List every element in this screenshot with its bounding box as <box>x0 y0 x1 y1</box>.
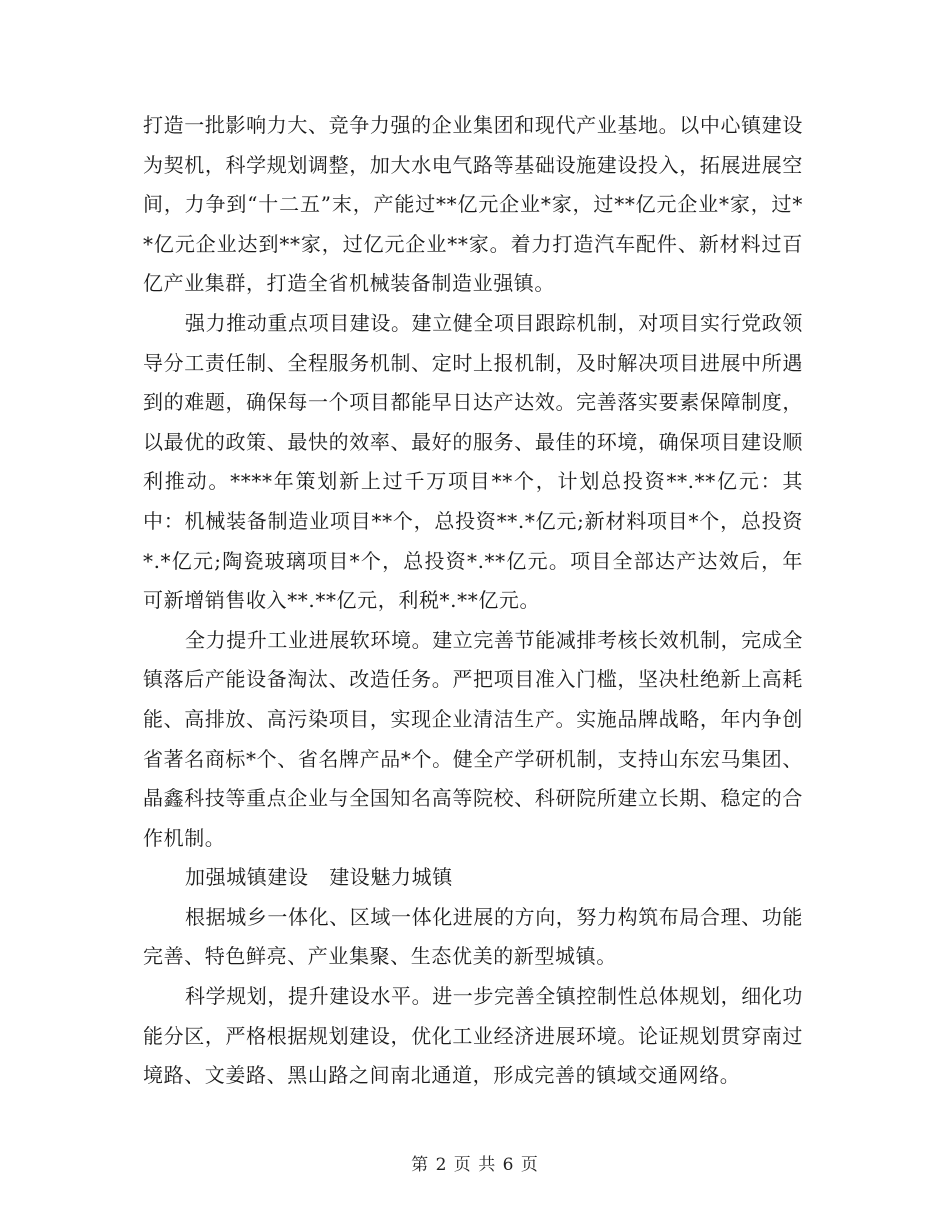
paragraph: 根据城乡一体化、区域一体化进展的方向，努力构筑布局合理、功能完善、特色鲜亮、产业集聚、生态优美的新型城镇。 <box>143 904 803 969</box>
page-footer: 第 2 页 共 6 页 <box>411 1155 539 1175</box>
paragraph: 全力提升工业进展软环境。建立完善节能减排考核长效机制，完成全镇落后产能设备淘汰、改造任务。严把项目准入门槛，坚决杜绝新上高耗能、高排放、高污染项目，实现企业清洁生产。实施品牌战略，年内争创省著名商标*个、省名牌产品*个。健全产学研机制，支持山东宏马集团、晶鑫科技等重点企业与全国知名高等院校、科研院所建立长期、稳定的合作机制。 <box>143 627 803 850</box>
paragraph: 强力推动重点项目建设。建立健全项目跟踪机制，对项目实行党政领导分工责任制、全程服务机制、定时上报机制，及时解决项目进展中所遇到的难题，确保每一个项目都能早日达产达效。完善落实要素保障制度，以最优的政策、最快的效率、最好的服务、最佳的环境，确保项目建设顺利推动。****年策划新上过千万项目**个，计划总投资**.**亿元：其中：机械装备制造业项目**个，总投资**.*亿元;新材料项目*个，总投资*.*亿元;陶瓷玻璃项目*个，总投资*.**亿元。项目全部达产达效后，年可新增销售收入**.**亿元，利税*.**亿元。 <box>143 310 803 613</box>
document-body <box>143 106 803 1096</box>
section-heading: 加强城镇建设 建设魅力城镇 <box>185 865 453 890</box>
paragraph: 科学规划，提升建设水平。进一步完善全镇控制性总体规划，细化功能分区，严格根据规划建设，优化工业经济进展环境。论证规划贯穿南过境路、文姜路、黑山路之间南北通道，形成完善的镇域交通网络。 <box>143 984 803 1088</box>
paragraph: 打造一批影响力大、竞争力强的企业集团和现代产业基地。以中心镇建设为契机，科学规划调整，加大水电气路等基础设施建设投入，拓展进展空间，力争到“十二五”末，产能过**亿元企业*家，过**亿元企业*家，过**亿元企业达到**家，过亿元企业**家。着力打造汽车配件、新材料过百亿产业集群，打造全省机械装备制造业强镇。 <box>143 113 803 296</box>
